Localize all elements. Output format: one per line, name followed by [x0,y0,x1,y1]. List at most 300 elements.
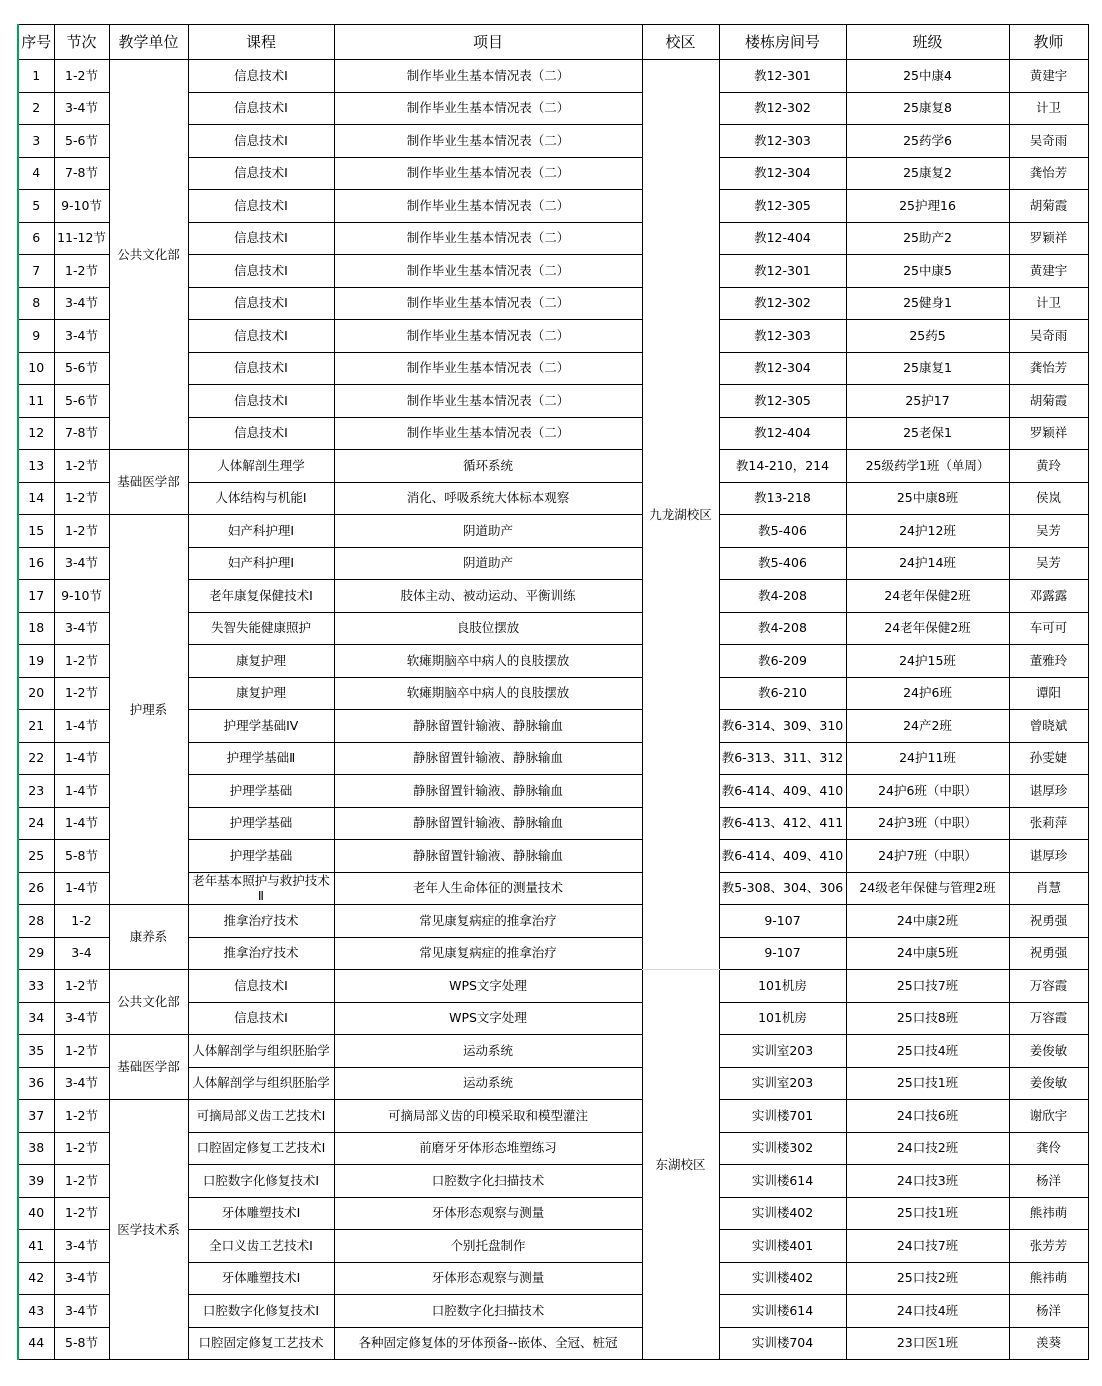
cell-no[interactable]: 17 [18,580,54,613]
header-period[interactable]: 节次 [54,25,109,60]
cell-unit[interactable]: 基础医学部 [109,1035,188,1100]
cell-period[interactable]: 3-4节 [54,1067,109,1100]
cell-no[interactable]: 19 [18,645,54,678]
cell-room[interactable]: 教5-406 [719,547,846,580]
cell-period[interactable]: 3-4节 [54,612,109,645]
cell-course[interactable]: 失智失能健康照护 [188,612,334,645]
cell-class[interactable]: 25中康5 [846,255,1009,288]
cell-class[interactable]: 25助产2 [846,222,1009,255]
cell-project[interactable]: 口腔数字化扫描技术 [334,1165,642,1198]
cell-course[interactable]: 人体解剖学与组织胚胎学 [188,1035,334,1068]
cell-class[interactable]: 25康复8 [846,92,1009,125]
cell-period[interactable]: 3-4节 [54,320,109,353]
cell-no[interactable]: 5 [18,190,54,223]
cell-course[interactable]: 信息技术I [188,1002,334,1035]
cell-teacher[interactable]: 羡葵 [1009,1327,1088,1360]
cell-class[interactable]: 24级老年保健与管理2班 [846,872,1009,905]
cell-room[interactable]: 教14-210，214 [719,450,846,483]
cell-no[interactable]: 28 [18,905,54,938]
cell-period[interactable]: 1-4节 [54,872,109,905]
cell-no[interactable]: 13 [18,450,54,483]
cell-project[interactable]: 静脉留置针输液、静脉输血 [334,840,642,873]
cell-class[interactable]: 24口技3班 [846,1165,1009,1198]
cell-project[interactable]: 口腔数字化扫描技术 [334,1295,642,1328]
cell-no[interactable]: 41 [18,1230,54,1263]
cell-project[interactable]: 制作毕业生基本情况表（二） [334,417,642,450]
cell-course[interactable]: 人体解剖学与组织胚胎学 [188,1067,334,1100]
header-project[interactable]: 项目 [334,25,642,60]
cell-period[interactable]: 3-4节 [54,1262,109,1295]
cell-project[interactable]: 静脉留置针输液、静脉输血 [334,807,642,840]
cell-period[interactable]: 1-2节 [54,60,109,93]
cell-campus[interactable]: 九龙湖校区 [642,60,719,970]
cell-class[interactable]: 24护6班 [846,677,1009,710]
cell-teacher[interactable]: 肖慧 [1009,872,1088,905]
cell-course[interactable]: 口腔固定修复工艺技术I [188,1132,334,1165]
cell-period[interactable]: 1-4节 [54,710,109,743]
cell-no[interactable]: 18 [18,612,54,645]
cell-course[interactable]: 牙体雕塑技术I [188,1197,334,1230]
cell-room[interactable]: 教12-305 [719,385,846,418]
cell-period[interactable]: 3-4节 [54,92,109,125]
cell-course[interactable]: 信息技术Ⅰ [188,255,334,288]
cell-unit[interactable]: 基础医学部 [109,450,188,515]
cell-project[interactable]: 软瘫期脑卒中病人的良肢摆放 [334,645,642,678]
cell-room[interactable]: 教6-210 [719,677,846,710]
cell-period[interactable]: 11-12节 [54,222,109,255]
cell-no[interactable]: 11 [18,385,54,418]
cell-no[interactable]: 10 [18,352,54,385]
cell-course[interactable]: 信息技术Ⅰ [188,385,334,418]
cell-room[interactable]: 教6-313、311、312 [719,742,846,775]
cell-room[interactable]: 教12-303 [719,320,846,353]
cell-class[interactable]: 25口技4班 [846,1035,1009,1068]
cell-teacher[interactable]: 杨洋 [1009,1165,1088,1198]
cell-room[interactable]: 教12-304 [719,352,846,385]
cell-course[interactable]: 全口义齿工艺技术I [188,1230,334,1263]
cell-class[interactable]: 24护11班 [846,742,1009,775]
cell-project[interactable]: WPS文字处理 [334,970,642,1003]
cell-course[interactable]: 信息技术Ⅰ [188,287,334,320]
cell-period[interactable]: 9-10节 [54,580,109,613]
cell-period[interactable]: 3-4节 [54,1002,109,1035]
cell-teacher[interactable]: 罗颖祥 [1009,417,1088,450]
cell-period[interactable]: 1-2节 [54,1100,109,1133]
cell-room[interactable]: 教12-404 [719,417,846,450]
cell-class[interactable]: 25口技1班 [846,1067,1009,1100]
cell-course[interactable]: 信息技术Ⅰ [188,417,334,450]
cell-course[interactable]: 人体结构与机能I [188,482,334,515]
cell-class[interactable]: 25中康8班 [846,482,1009,515]
cell-teacher[interactable]: 曾晓斌 [1009,710,1088,743]
cell-teacher[interactable]: 谢欣宇 [1009,1100,1088,1133]
cell-no[interactable]: 21 [18,710,54,743]
cell-project[interactable]: 各种固定修复体的牙体预备--嵌体、全冠、桩冠 [334,1327,642,1360]
cell-course[interactable]: 口腔固定修复工艺技术 [188,1327,334,1360]
cell-no[interactable]: 39 [18,1165,54,1198]
cell-room[interactable]: 实训楼302 [719,1132,846,1165]
cell-room[interactable]: 101机房 [719,1002,846,1035]
cell-no[interactable]: 12 [18,417,54,450]
cell-project[interactable]: 制作毕业生基本情况表（二） [334,222,642,255]
cell-room[interactable]: 教6-209 [719,645,846,678]
cell-teacher[interactable]: 谌厚珍 [1009,775,1088,808]
cell-teacher[interactable]: 黄建宇 [1009,60,1088,93]
cell-period[interactable]: 1-2节 [54,1197,109,1230]
cell-project[interactable]: 常见康复病症的推拿治疗 [334,937,642,970]
cell-room[interactable]: 教4-208 [719,612,846,645]
header-unit[interactable]: 教学单位 [109,25,188,60]
cell-room[interactable]: 教12-303 [719,125,846,158]
cell-class[interactable]: 25口技7班 [846,970,1009,1003]
cell-teacher[interactable]: 吴奇雨 [1009,320,1088,353]
cell-teacher[interactable]: 计卫 [1009,92,1088,125]
cell-project[interactable]: 制作毕业生基本情况表（二） [334,385,642,418]
cell-room[interactable]: 教6-413、412、411 [719,807,846,840]
cell-period[interactable]: 5-8节 [54,1327,109,1360]
cell-project[interactable]: 制作毕业生基本情况表（二） [334,190,642,223]
cell-class[interactable]: 24护3班（中职） [846,807,1009,840]
cell-class[interactable]: 25级药学1班（单周） [846,450,1009,483]
cell-project[interactable]: 个别托盘制作 [334,1230,642,1263]
cell-course[interactable]: 信息技术I [188,970,334,1003]
cell-no[interactable]: 44 [18,1327,54,1360]
cell-period[interactable]: 1-2节 [54,482,109,515]
cell-course[interactable]: 口腔数字化修复技术I [188,1165,334,1198]
cell-project[interactable]: 消化、呼吸系统大体标本观察 [334,482,642,515]
header-course[interactable]: 课程 [188,25,334,60]
cell-unit[interactable]: 护理系 [109,515,188,905]
cell-teacher[interactable]: 张莉萍 [1009,807,1088,840]
cell-no[interactable]: 2 [18,92,54,125]
cell-teacher[interactable]: 姜俊敏 [1009,1067,1088,1100]
cell-no[interactable]: 4 [18,157,54,190]
cell-course[interactable]: 推拿治疗技术 [188,905,334,938]
cell-teacher[interactable]: 黄玲 [1009,450,1088,483]
cell-room[interactable]: 实训室203 [719,1035,846,1068]
cell-teacher[interactable]: 龚怡芳 [1009,157,1088,190]
cell-teacher[interactable]: 胡菊霞 [1009,385,1088,418]
cell-class[interactable]: 24护14班 [846,547,1009,580]
cell-period[interactable]: 3-4 [54,937,109,970]
cell-class[interactable]: 25康复1 [846,352,1009,385]
cell-period[interactable]: 5-6节 [54,385,109,418]
cell-class[interactable]: 24护12班 [846,515,1009,548]
cell-period[interactable]: 3-4节 [54,547,109,580]
cell-teacher[interactable]: 车可可 [1009,612,1088,645]
cell-teacher[interactable]: 张芳芳 [1009,1230,1088,1263]
cell-course[interactable]: 信息技术Ⅰ [188,125,334,158]
cell-room[interactable]: 教12-404 [719,222,846,255]
cell-course[interactable]: 信息技术Ⅰ [188,157,334,190]
cell-project[interactable]: 可摘局部义齿的印模采取和模型灌注 [334,1100,642,1133]
cell-course[interactable]: 护理学基础 [188,840,334,873]
cell-room[interactable]: 实训室203 [719,1067,846,1100]
cell-teacher[interactable]: 黄建宇 [1009,255,1088,288]
header-room[interactable]: 楼栋房间号 [719,25,846,60]
cell-class[interactable]: 25口技8班 [846,1002,1009,1035]
cell-course[interactable]: 信息技术Ⅰ [188,92,334,125]
cell-period[interactable]: 9-10节 [54,190,109,223]
cell-class[interactable]: 24口技2班 [846,1132,1009,1165]
cell-period[interactable]: 1-2节 [54,255,109,288]
cell-no[interactable]: 29 [18,937,54,970]
cell-class[interactable]: 25口技2班 [846,1262,1009,1295]
cell-teacher[interactable]: 龚怡芳 [1009,352,1088,385]
cell-teacher[interactable]: 谌厚珍 [1009,840,1088,873]
cell-unit[interactable]: 公共文化部 [109,970,188,1035]
cell-room[interactable]: 101机房 [719,970,846,1003]
cell-period[interactable]: 5-6节 [54,125,109,158]
cell-project[interactable]: 阴道助产 [334,515,642,548]
cell-course[interactable]: 信息技术Ⅰ [188,190,334,223]
cell-teacher[interactable]: 吴芳 [1009,515,1088,548]
cell-no[interactable]: 35 [18,1035,54,1068]
cell-class[interactable]: 25护17 [846,385,1009,418]
cell-room[interactable]: 教12-302 [719,92,846,125]
cell-course[interactable]: 老年基本照护与救护技术Ⅱ [188,872,334,905]
header-teacher[interactable]: 教师 [1009,25,1088,60]
cell-room[interactable]: 实训楼402 [719,1197,846,1230]
cell-project[interactable]: 软瘫期脑卒中病人的良肢摆放 [334,677,642,710]
cell-class[interactable]: 25口技1班 [846,1197,1009,1230]
cell-no[interactable]: 38 [18,1132,54,1165]
cell-course[interactable]: 老年康复保健技术I [188,580,334,613]
cell-project[interactable]: 制作毕业生基本情况表（二） [334,92,642,125]
cell-project[interactable]: 制作毕业生基本情况表（二） [334,320,642,353]
cell-no[interactable]: 25 [18,840,54,873]
cell-no[interactable]: 1 [18,60,54,93]
cell-course[interactable]: 口腔数字化修复技术I [188,1295,334,1328]
cell-teacher[interactable]: 姜俊敏 [1009,1035,1088,1068]
cell-no[interactable]: 6 [18,222,54,255]
cell-period[interactable]: 1-2节 [54,1035,109,1068]
cell-teacher[interactable]: 罗颖祥 [1009,222,1088,255]
cell-room[interactable]: 教6-414、409、410 [719,775,846,808]
cell-project[interactable]: 老年人生命体征的测量技术 [334,872,642,905]
cell-no[interactable]: 26 [18,872,54,905]
cell-period[interactable]: 1-2 [54,905,109,938]
cell-class[interactable]: 24口技7班 [846,1230,1009,1263]
cell-room[interactable]: 实训楼614 [719,1165,846,1198]
cell-course[interactable]: 信息技术Ⅰ [188,352,334,385]
cell-course[interactable]: 护理学基础Ⅱ [188,742,334,775]
cell-project[interactable]: 常见康复病症的推拿治疗 [334,905,642,938]
cell-project[interactable]: 静脉留置针输液、静脉输血 [334,775,642,808]
cell-period[interactable]: 1-2节 [54,645,109,678]
cell-room[interactable]: 实训楼402 [719,1262,846,1295]
cell-no[interactable]: 9 [18,320,54,353]
cell-no[interactable]: 23 [18,775,54,808]
cell-class[interactable]: 23口医1班 [846,1327,1009,1360]
cell-project[interactable]: 运动系统 [334,1035,642,1068]
cell-course[interactable]: 康复护理 [188,645,334,678]
cell-room[interactable]: 教12-301 [719,255,846,288]
cell-teacher[interactable]: 吴芳 [1009,547,1088,580]
cell-course[interactable]: 可摘局部义齿工艺技术I [188,1100,334,1133]
cell-teacher[interactable]: 祝勇强 [1009,937,1088,970]
cell-teacher[interactable]: 胡菊霞 [1009,190,1088,223]
cell-no[interactable]: 7 [18,255,54,288]
cell-course[interactable]: 护理学基础IV [188,710,334,743]
cell-room[interactable]: 教6-314、309、310 [719,710,846,743]
cell-class[interactable]: 24产2班 [846,710,1009,743]
cell-period[interactable]: 5-6节 [54,352,109,385]
cell-class[interactable]: 24中康2班 [846,905,1009,938]
cell-room[interactable]: 教12-302 [719,287,846,320]
cell-room[interactable]: 教12-305 [719,190,846,223]
cell-room[interactable]: 教6-414、409、410 [719,840,846,873]
cell-period[interactable]: 1-2节 [54,450,109,483]
cell-course[interactable]: 康复护理 [188,677,334,710]
cell-project[interactable]: 阴道助产 [334,547,642,580]
cell-teacher[interactable]: 吴奇雨 [1009,125,1088,158]
cell-no[interactable]: 3 [18,125,54,158]
cell-project[interactable]: 循环系统 [334,450,642,483]
cell-course[interactable]: 妇产科护理I [188,547,334,580]
cell-class[interactable]: 25药5 [846,320,1009,353]
cell-course[interactable]: 信息技术Ⅰ [188,320,334,353]
cell-class[interactable]: 24老年保健2班 [846,580,1009,613]
cell-no[interactable]: 40 [18,1197,54,1230]
cell-class[interactable]: 25老保1 [846,417,1009,450]
cell-project[interactable]: 制作毕业生基本情况表（二） [334,125,642,158]
cell-period[interactable]: 1-2节 [54,1165,109,1198]
cell-room[interactable]: 实训楼701 [719,1100,846,1133]
cell-project[interactable]: 牙体形态观察与测量 [334,1197,642,1230]
cell-project[interactable]: 静脉留置针输液、静脉输血 [334,710,642,743]
cell-course[interactable]: 妇产科护理I [188,515,334,548]
cell-room[interactable]: 9-107 [719,905,846,938]
cell-teacher[interactable]: 董雅玲 [1009,645,1088,678]
cell-project[interactable]: 制作毕业生基本情况表（二） [334,60,642,93]
cell-period[interactable]: 1-4节 [54,742,109,775]
cell-no[interactable]: 22 [18,742,54,775]
cell-no[interactable]: 20 [18,677,54,710]
cell-no[interactable]: 34 [18,1002,54,1035]
cell-period[interactable]: 3-4节 [54,287,109,320]
cell-teacher[interactable]: 龚伶 [1009,1132,1088,1165]
cell-room[interactable]: 实训楼704 [719,1327,846,1360]
cell-period[interactable]: 1-2节 [54,677,109,710]
header-campus[interactable]: 校区 [642,25,719,60]
cell-unit[interactable]: 康养系 [109,905,188,970]
cell-project[interactable]: 制作毕业生基本情况表（二） [334,287,642,320]
cell-room[interactable]: 实训楼401 [719,1230,846,1263]
cell-project[interactable]: 肢体主动、被动运动、平衡训练 [334,580,642,613]
cell-room[interactable]: 教5-406 [719,515,846,548]
cell-class[interactable]: 24护15班 [846,645,1009,678]
cell-project[interactable]: 制作毕业生基本情况表（二） [334,157,642,190]
header-row [18,25,1088,60]
cell-class[interactable]: 25健身1 [846,287,1009,320]
cell-period[interactable]: 1-4节 [54,775,109,808]
cell-no[interactable]: 24 [18,807,54,840]
cell-course[interactable]: 牙体雕塑技术I [188,1262,334,1295]
cell-period[interactable]: 7-8节 [54,417,109,450]
cell-room[interactable]: 教13-218 [719,482,846,515]
cell-room[interactable]: 教5-308、304、306 [719,872,846,905]
cell-course[interactable]: 信息技术Ⅰ [188,60,334,93]
cell-project[interactable]: 静脉留置针输液、静脉输血 [334,742,642,775]
cell-period[interactable]: 5-8节 [54,840,109,873]
cell-project[interactable]: 运动系统 [334,1067,642,1100]
cell-no[interactable]: 14 [18,482,54,515]
cell-project[interactable]: 牙体形态观察与测量 [334,1262,642,1295]
cell-teacher[interactable]: 杨洋 [1009,1295,1088,1328]
cell-room[interactable]: 教4-208 [719,580,846,613]
cell-no[interactable]: 43 [18,1295,54,1328]
cell-project[interactable]: 良肢位摆放 [334,612,642,645]
cell-course[interactable]: 护理学基础 [188,775,334,808]
cell-class[interactable]: 24护7班（中职） [846,840,1009,873]
cell-unit[interactable]: 医学技术系 [109,1100,188,1360]
cell-period[interactable]: 1-2节 [54,970,109,1003]
cell-unit[interactable]: 公共文化部 [109,60,188,450]
cell-class[interactable]: 24老年保健2班 [846,612,1009,645]
cell-project[interactable]: WPS文字处理 [334,1002,642,1035]
cell-period[interactable]: 1-2节 [54,1132,109,1165]
cell-no[interactable]: 8 [18,287,54,320]
cell-teacher[interactable]: 计卫 [1009,287,1088,320]
cell-teacher[interactable]: 祝勇强 [1009,905,1088,938]
cell-room[interactable]: 9-107 [719,937,846,970]
cell-no[interactable]: 42 [18,1262,54,1295]
cell-no[interactable]: 36 [18,1067,54,1100]
cell-teacher[interactable]: 孙雯婕 [1009,742,1088,775]
cell-campus[interactable]: 东湖校区 [642,970,719,1360]
cell-class[interactable]: 25护理16 [846,190,1009,223]
cell-no[interactable]: 37 [18,1100,54,1133]
cell-no[interactable]: 16 [18,547,54,580]
cell-course[interactable]: 人体解剖生理学 [188,450,334,483]
cell-period[interactable]: 1-2节 [54,515,109,548]
cell-teacher[interactable]: 侯岚 [1009,482,1088,515]
cell-project[interactable]: 制作毕业生基本情况表（二） [334,255,642,288]
cell-class[interactable]: 24护6班（中职） [846,775,1009,808]
cell-no[interactable]: 33 [18,970,54,1003]
cell-room[interactable]: 实训楼614 [719,1295,846,1328]
cell-period[interactable]: 1-4节 [54,807,109,840]
cell-period[interactable]: 3-4节 [54,1230,109,1263]
cell-teacher[interactable]: 万容霞 [1009,970,1088,1003]
cell-class[interactable]: 25康复2 [846,157,1009,190]
cell-no[interactable]: 15 [18,515,54,548]
cell-class[interactable]: 24中康5班 [846,937,1009,970]
cell-period[interactable]: 3-4节 [54,1295,109,1328]
cell-period[interactable]: 7-8节 [54,157,109,190]
cell-project[interactable]: 前磨牙牙体形态堆塑练习 [334,1132,642,1165]
cell-teacher[interactable]: 谭阳 [1009,677,1088,710]
cell-course[interactable]: 信息技术Ⅰ [188,222,334,255]
cell-class[interactable]: 24口技6班 [846,1100,1009,1133]
cell-teacher[interactable]: 熊祎萌 [1009,1262,1088,1295]
cell-room[interactable]: 教12-304 [719,157,846,190]
cell-class[interactable]: 25药学6 [846,125,1009,158]
cell-class[interactable]: 25中康4 [846,60,1009,93]
cell-teacher[interactable]: 万容霞 [1009,1002,1088,1035]
header-class[interactable]: 班级 [846,25,1009,60]
cell-room[interactable]: 教12-301 [719,60,846,93]
cell-project[interactable]: 制作毕业生基本情况表（二） [334,352,642,385]
cell-class[interactable]: 24口技4班 [846,1295,1009,1328]
cell-teacher[interactable]: 邓露露 [1009,580,1088,613]
cell-teacher[interactable]: 熊祎萌 [1009,1197,1088,1230]
table-row [18,905,1088,938]
cell-course[interactable]: 推拿治疗技术 [188,937,334,970]
header-no[interactable]: 序号 [18,25,54,60]
cell-course[interactable]: 护理学基础 [188,807,334,840]
